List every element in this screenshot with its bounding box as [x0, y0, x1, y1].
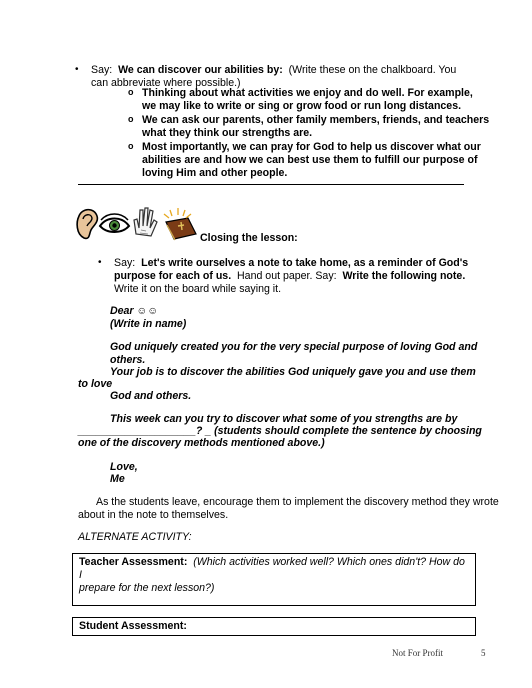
list-item: o Most importantly, we can pray for God to help us discover what our abilities are and how we can best use them to fulfill our purpose of loving Him and other people.: [128, 140, 481, 179]
note-paragraph-3-line-1: This week can you try to discover what some of you strengths are by: [110, 413, 458, 425]
student-assessment-label: Student Assessment:: [79, 620, 187, 632]
note-paragraph-1: God uniquely created you for the very special purpose of loving God and others.: [110, 341, 478, 366]
say-write-note: • Say: Let's write ourselves a note to take home, as a reminder of God's purpose for each of us. Hand out paper. Say: Write the following note. Write it on the board while saying it.: [98, 257, 469, 295]
list-item: o Thinking about what activities we enjoy and do well. For example, we may like to write or sing or grow food or run long distances.: [128, 87, 473, 112]
page-number: 5: [481, 648, 486, 658]
note-paragraph-2-line-3: God and others.: [110, 390, 192, 402]
say-discover-abilities: [75, 64, 491, 90]
say-bold-text: We can discover our abilities by:: [118, 64, 283, 76]
note-paragraph-3-line-3: one of the discovery methods mentioned above.): [78, 437, 325, 449]
students-leave-paragraph: As the students leave, encourage them to implement the discovery method they wrote about in the note to themselves.: [78, 496, 499, 521]
sub-bullet: o: [128, 140, 134, 151]
note-paragraph-2-line-2: to love: [78, 378, 113, 390]
senses-icons: [74, 204, 198, 242]
list-item: o We can ask our parents, other family members, friends, and teachers what they think our strengths are.: [128, 113, 490, 139]
say-label: Say:: [114, 257, 136, 269]
say-label: Say:: [91, 64, 113, 76]
eye-icon: [100, 214, 129, 232]
note-paragraph-3-line-2: ____________________? _ (students should complete the sentence by choosing: [78, 425, 482, 437]
teacher-assessment-label: Teacher Assessment:: [79, 556, 188, 568]
hand-icon: [134, 208, 157, 236]
bullet: •: [98, 257, 102, 268]
sub-bullet: o: [128, 113, 134, 124]
bullet: •: [75, 64, 79, 75]
closing-lesson-title: Closing the lesson:: [200, 232, 298, 244]
book-icon: [164, 208, 196, 240]
alternate-activity-heading: ALTERNATE ACTIVITY:: [78, 531, 192, 543]
footer-not-for-profit: Not For Profit: [392, 648, 444, 658]
ear-icon: [77, 210, 97, 239]
say-line-1: [91, 64, 491, 77]
sub-bullet: o: [128, 87, 134, 97]
section-divider: [78, 184, 464, 185]
note-love: Love,: [110, 461, 138, 473]
student-assessment-box[interactable]: [72, 617, 476, 636]
teacher-assessment-box[interactable]: Teacher Assessment: (Which activities worked well? Which ones didn't? How do I prepare for the next lesson?): [72, 553, 476, 606]
note-dear: Dear ☺☺: [110, 305, 159, 317]
say-instruction: (Write these on the chalkboard. You: [288, 64, 457, 76]
note-signature: Me: [110, 473, 125, 485]
note-write-name: (Write in name): [110, 318, 187, 330]
say-line-2: can abbreviate where possible.): [91, 76, 241, 89]
discovery-methods-list: [128, 87, 490, 180]
note-paragraph-2-line-1: Your job is to discover the abilities God uniquely gave you and use them: [110, 366, 476, 378]
